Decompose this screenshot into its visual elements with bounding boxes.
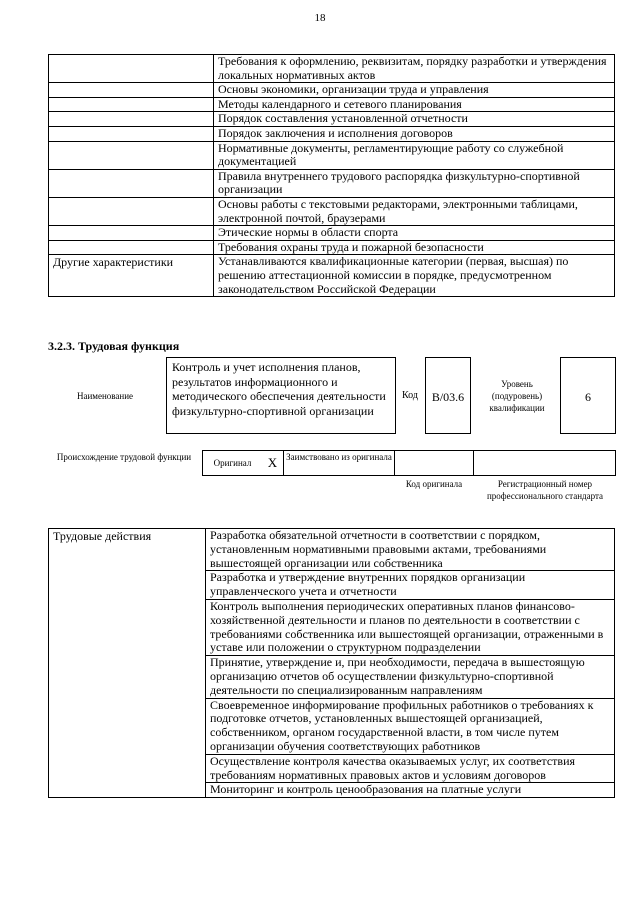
level-value-box: 6 — [560, 357, 616, 434]
table-cell: Основы экономики, организации труда и управления — [214, 83, 615, 98]
table-cell: Порядок составления установленной отчетности — [214, 112, 615, 127]
table-cell: Контроль выполнения периодических оперативных планов финансово-хозяйственной деятельности и планов по деятельности в соответствии с требованиями собственника или вышестоящей организации, отраженными в уставе или положении о структурном подразделении — [206, 599, 615, 655]
table-cell: Осуществление контроля качества оказываемых услуг, их соответствия требованиям нормативных правовых актов и условиям договоров — [206, 754, 615, 783]
level-label: Уровень (подуровень) квалификации — [489, 379, 545, 413]
table-cell-empty — [49, 141, 214, 169]
table-cell: Этические нормы в области спорта — [214, 226, 615, 241]
table-cell: Методы календарного и сетевого планирования — [214, 97, 615, 112]
table-cell-empty — [49, 240, 214, 255]
name-label: Наименование — [76, 391, 134, 401]
table-cell: Принятие, утверждение и, при необходимости, передача в вышестоящую организацию отчетов об осуществлении физкультурно-спортивной деятельности по специализированным направлениям — [206, 656, 615, 698]
borrowed-label-box: Заимствовано из оригинала — [283, 450, 395, 476]
table-cell-empty — [49, 169, 214, 197]
registration-caption: Регистрационный номер профессионального стандарта — [486, 479, 604, 501]
registration-number-box — [473, 450, 616, 476]
section-title: 3.2.3. Трудовая функция — [48, 339, 180, 353]
table-cell: Порядок заключения и исполнения договоров — [214, 126, 615, 141]
table-cell-empty — [49, 226, 214, 241]
table-cell-empty — [49, 55, 214, 83]
table-cell-empty — [49, 83, 214, 98]
original-mark: X — [261, 450, 284, 476]
knowledge-table — [48, 54, 615, 297]
function-name-box: Контроль и учет исполнения планов, результатов информационного и методического обеспечения деятельности физкультурно-спортивной организации — [166, 357, 396, 434]
labor-actions-table — [48, 528, 615, 798]
table-cell: Требования к оформлению, реквизитам, порядку разработки и утверждения локальных нормативных актов — [214, 55, 615, 83]
origin-label: Происхождение трудовой функции — [56, 452, 192, 462]
table-cell: Нормативные документы, регламентирующие работу со служебной документацией — [214, 141, 615, 169]
page-number: 18 — [314, 12, 326, 24]
table-cell: Своевременное информирование профильных работников о требованиях к подготовке отчетов, установленных вышестоящей организацией, собственником, органом государственной власти, в том числе путем организации обучения соответствующих работников — [206, 698, 615, 754]
code-label: Код — [402, 390, 418, 401]
table-cell-empty — [49, 112, 214, 127]
origin-code-box — [394, 450, 474, 476]
table-cell-empty — [49, 97, 214, 112]
table-row-label: Другие характеристики — [49, 255, 214, 297]
original-label-box: Оригинал — [202, 450, 262, 476]
code-value-box: B/03.6 — [425, 357, 471, 434]
code-caption: Код оригинала — [405, 479, 463, 489]
table-row-label: Трудовые действия — [49, 529, 206, 798]
table-cell-empty — [49, 197, 214, 225]
table-cell: Разработка и утверждение внутренних порядков организации управленческого учета и отчетности — [206, 571, 615, 600]
table-cell: Мониторинг и контроль ценообразования на платные услуги — [206, 783, 615, 798]
table-cell: Требования охраны труда и пожарной безопасности — [214, 240, 615, 255]
table-cell-empty — [49, 126, 214, 141]
table-cell: Правила внутреннего трудового распорядка физкультурно-спортивной организации — [214, 169, 615, 197]
table-cell: Основы работы с текстовыми редакторами, электронными таблицами, электронной почтой, браузерами — [214, 197, 615, 225]
table-cell: Устанавливаются квалификационные категории (первая, высшая) по решению аттестационной комиссии в порядке, предусмотренном законодательством Российской Федерации — [214, 255, 615, 297]
table-cell: Разработка обязательной отчетности в соответствии с порядком, установленным нормативными правовыми актами, требованиями вышестоящей организации или собственника — [206, 529, 615, 571]
